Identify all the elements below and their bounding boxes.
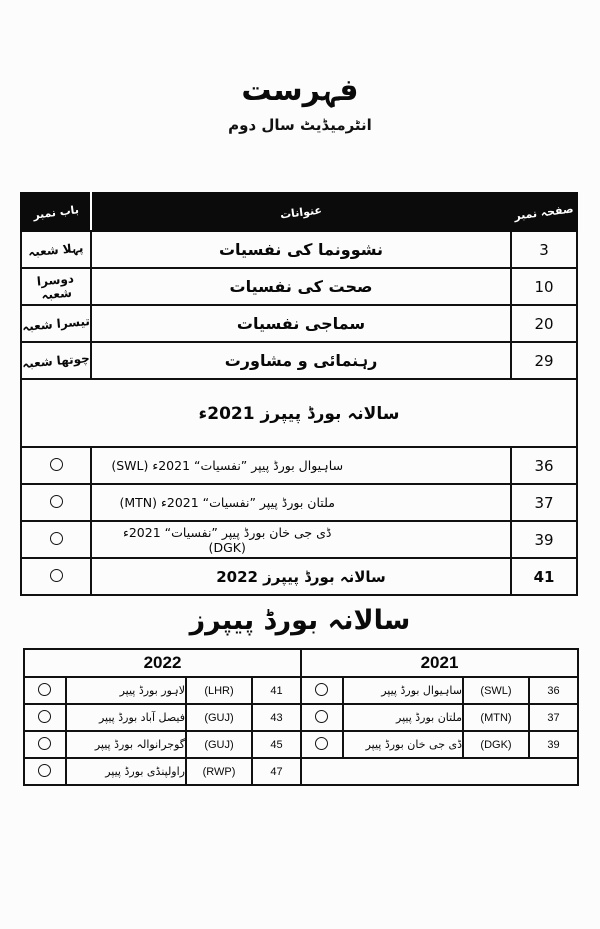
- toc-body: [21, 231, 577, 595]
- chapter-page: 3: [511, 231, 577, 268]
- chapter-page: 29: [511, 342, 577, 379]
- table-row[interactable]: [301, 677, 578, 704]
- section-banner-row: [21, 379, 577, 447]
- table-row[interactable]: [21, 305, 577, 342]
- board-name: لاہور بورڈ پیپر: [66, 677, 186, 704]
- paper-title: ساہیوال بورڈ پیپر ”نفسیات“ 2021ء (SWL): [91, 447, 511, 484]
- circle-mark-icon: [301, 731, 343, 758]
- table-row[interactable]: [21, 558, 577, 595]
- board-page: 39: [529, 731, 578, 758]
- circle-mark-icon: [21, 484, 91, 521]
- board-papers-heading: سالانہ بورڈ پیپرز: [189, 605, 411, 636]
- board-code: (DGK): [463, 731, 529, 758]
- table-row[interactable]: [21, 521, 577, 558]
- chapter-number: تیسرا شعبہ: [21, 305, 91, 342]
- board-name: ملتان بورڈ پیپر: [343, 704, 463, 731]
- board-spacer-cell: [301, 758, 578, 785]
- paper-page: 37: [511, 484, 577, 521]
- circle-mark-icon: [301, 704, 343, 731]
- chapter-title: رہنمائی و مشاورت: [91, 342, 511, 379]
- table-row[interactable]: [24, 677, 301, 704]
- board-page: 36: [529, 677, 578, 704]
- circle-mark-icon: [24, 677, 66, 704]
- table-row[interactable]: [301, 704, 578, 731]
- chapter-number: پہلا شعبہ: [21, 231, 91, 268]
- paper-title: سالانہ بورڈ پیپرز 2022: [91, 558, 511, 595]
- section-banner-2021: سالانہ بورڈ پیپرز 2021ء: [21, 379, 577, 447]
- column-header-chapter-number: باب نمبر: [21, 193, 91, 231]
- page-subtitle: انٹرمیڈیٹ سال دوم: [228, 116, 372, 134]
- circle-mark-icon: [24, 731, 66, 758]
- table-row[interactable]: [24, 758, 301, 785]
- circle-mark-icon: [24, 758, 66, 785]
- chapter-page: 20: [511, 305, 577, 342]
- board-page: 47: [252, 758, 301, 785]
- table-row[interactable]: [21, 447, 577, 484]
- board-code: (MTN): [463, 704, 529, 731]
- table-row[interactable]: [24, 704, 301, 731]
- board-code: (SWL): [463, 677, 529, 704]
- chapter-title: صحت کی نفسیات: [91, 268, 511, 305]
- board-name: گوجرانوالہ بورڈ پیپر: [66, 731, 186, 758]
- column-header-page-number: صفحہ نمبر: [511, 193, 577, 231]
- chapter-title: سماجی نفسیات: [91, 305, 511, 342]
- board-name: ساہیوال بورڈ پیپر: [343, 677, 463, 704]
- circle-mark-icon: [21, 447, 91, 484]
- circle-mark-icon: [21, 521, 91, 558]
- page-title: فہرست: [241, 73, 359, 108]
- paper-page: 41: [511, 558, 577, 595]
- board-page: 37: [529, 704, 578, 731]
- chapter-number: چوتھا شعبہ: [21, 342, 91, 379]
- board-code: (GUJ): [186, 731, 252, 758]
- circle-mark-icon: [301, 677, 343, 704]
- paper-title: ملتان بورڈ پیپر ”نفسیات“ 2021ء (MTN): [91, 484, 511, 521]
- chapter-number: دوسرا شعبہ: [21, 268, 91, 305]
- board-papers-table: [25, 648, 579, 786]
- board-name: فیصل آباد بورڈ پیپر: [66, 704, 186, 731]
- board-page: 41: [252, 677, 301, 704]
- paper-title: ڈی جی خان بورڈ پیپر ”نفسیات“ 2021ء (DGK): [91, 521, 511, 558]
- board-year-header-row: [24, 649, 301, 677]
- circle-mark-icon: [21, 558, 91, 595]
- board-page: 43: [252, 704, 301, 731]
- board-code: (RWP): [186, 758, 252, 785]
- table-of-contents: [22, 192, 578, 596]
- board-half-2021: [302, 648, 579, 786]
- board-name: راولپنڈی بورڈ پیپر: [66, 758, 186, 785]
- board-page: 45: [252, 731, 301, 758]
- toc-header-row: [21, 193, 577, 231]
- table-row[interactable]: [21, 342, 577, 379]
- board-year-2022: 2022: [24, 649, 301, 677]
- table-row[interactable]: [301, 731, 578, 758]
- table-row[interactable]: [21, 268, 577, 305]
- board-code: (LHR): [186, 677, 252, 704]
- circle-mark-icon: [24, 704, 66, 731]
- chapter-page: 10: [511, 268, 577, 305]
- title-block: [0, 74, 600, 134]
- paper-page: 36: [511, 447, 577, 484]
- board-year-2021: 2021: [301, 649, 578, 677]
- paper-page: 39: [511, 521, 577, 558]
- table-row[interactable]: [21, 231, 577, 268]
- chapter-title: نشوونما کی نفسیات: [91, 231, 511, 268]
- board-half-2022: [25, 648, 302, 786]
- board-code: (GUJ): [186, 704, 252, 731]
- board-spacer-row: [301, 758, 578, 785]
- table-row[interactable]: [24, 731, 301, 758]
- board-name: ڈی جی خان بورڈ پیپر: [343, 731, 463, 758]
- board-year-header-row: [301, 649, 578, 677]
- table-row[interactable]: [21, 484, 577, 521]
- column-header-titles: عنوانات: [91, 193, 511, 231]
